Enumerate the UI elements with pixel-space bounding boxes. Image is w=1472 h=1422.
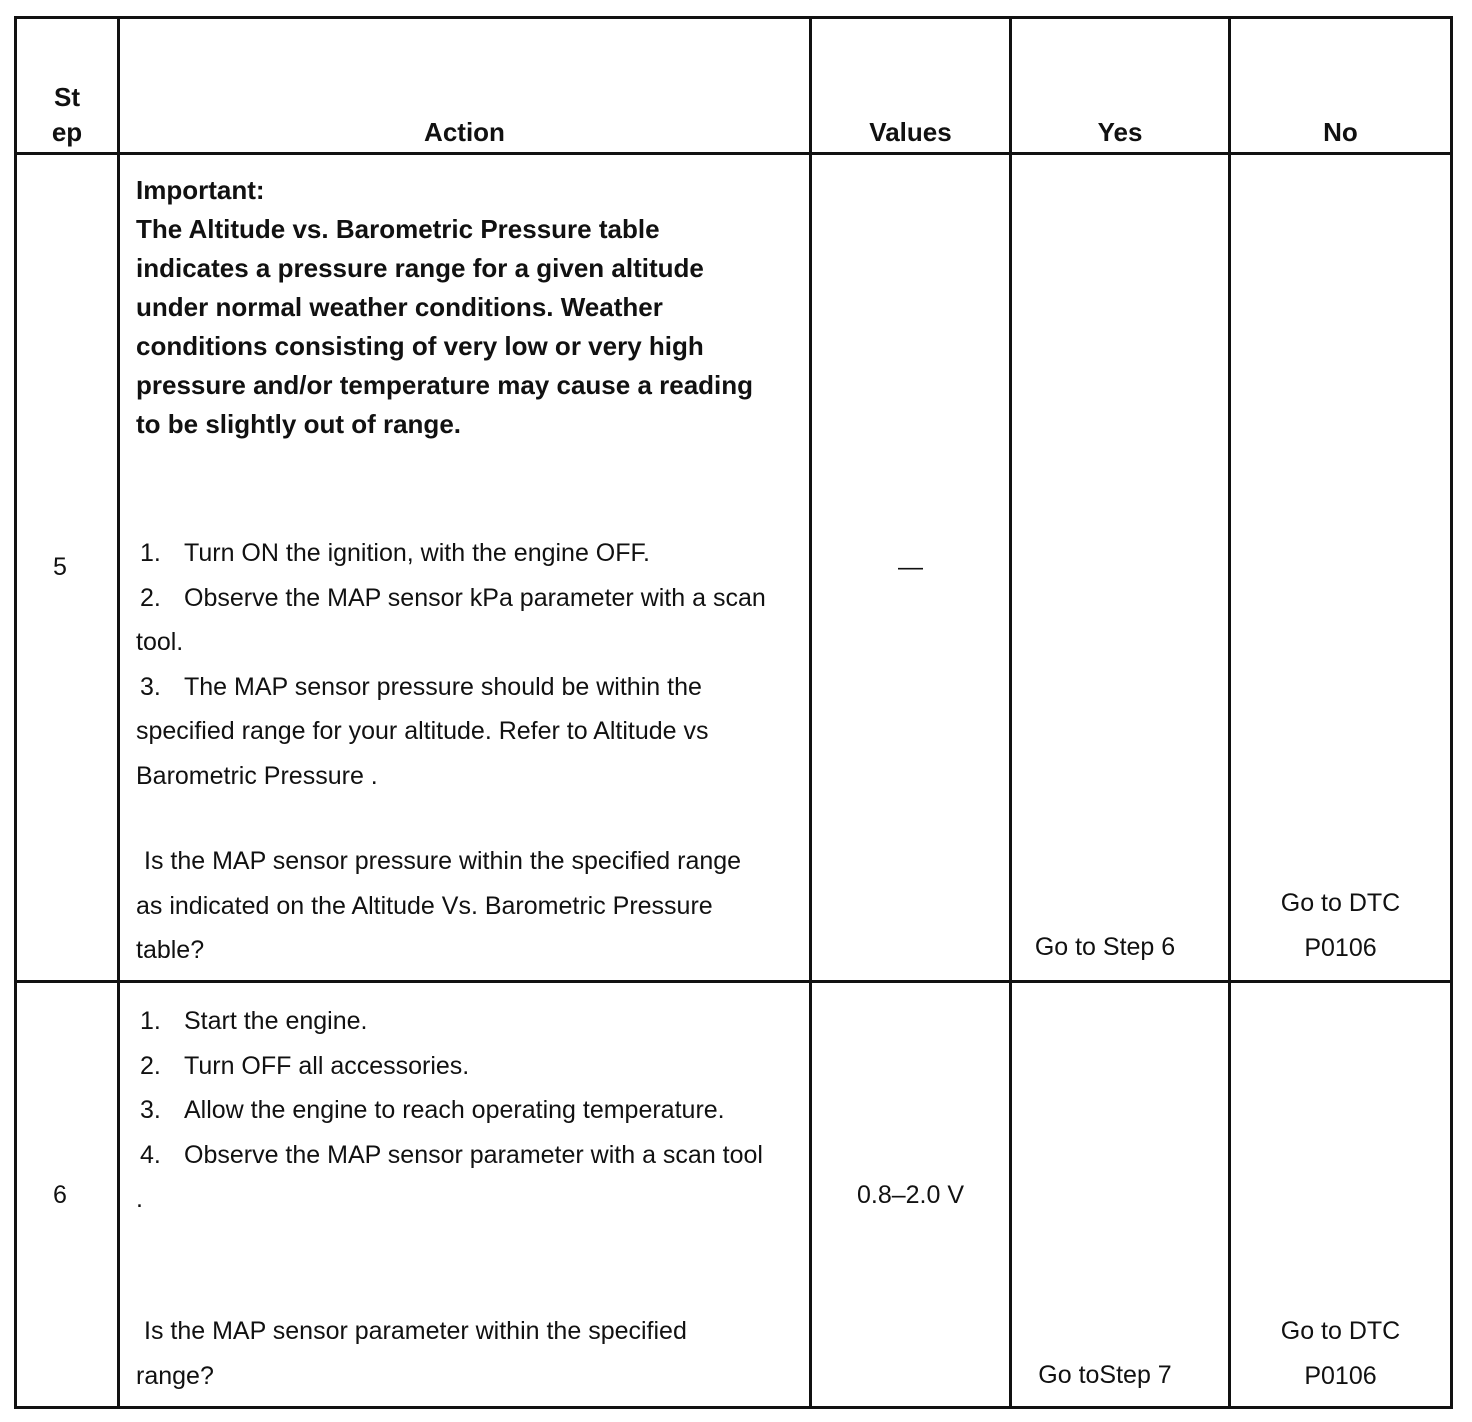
header-action [119,18,811,154]
no-link[interactable] [1231,881,1450,970]
header-step [16,18,119,154]
list-item-text: Turn OFF all accessories. [184,1051,470,1080]
yes-link[interactable]: Go to Step 6 [1034,933,1176,961]
list-item [136,531,769,576]
header-yes [1011,18,1230,154]
list-item-text: Start the engine. [184,1007,368,1035]
header-step-line2: ep [51,117,83,147]
no-cell [1230,154,1452,982]
header-values [811,18,1011,154]
values-text: — [898,553,923,581]
list-item [136,1133,769,1222]
step-number: 6 [53,1181,67,1209]
values-text: 0.8–2.0 V [856,1181,965,1209]
step-number: 5 [53,553,67,581]
procedure-steps [136,531,769,798]
list-item-number: 4. [140,1140,161,1169]
list-item-text: Allow the engine to reach operating temperature. [184,1096,725,1124]
header-no [1230,18,1452,154]
header-row [16,18,1452,154]
list-item-text: The MAP sensor pressure should be within the specified range for your altitude. Refer to Altitude vs Barometric Pressure . [136,672,709,790]
list-item-number: 3. [140,1096,161,1124]
list-item [136,576,769,665]
header-action-label: Action [424,117,505,147]
diagnostic-table [14,16,1453,1409]
list-item-number: 2. [140,583,161,612]
yes-link[interactable]: Go toStep 7 [1038,1361,1172,1389]
header-no-label: No [1323,117,1358,147]
list-item [136,665,769,799]
important-title: Important: [136,175,265,205]
list-item-number: 1. [140,539,161,567]
table-row [16,982,1452,1408]
list-item [136,1044,769,1089]
list-item-number: 3. [140,672,161,701]
step-cell [16,154,119,982]
header-yes-label: Yes [1097,117,1143,147]
important-note [136,171,769,444]
action-cell [119,154,811,982]
list-item-text: Observe the MAP sensor parameter with a scan tool . [136,1140,763,1213]
step-question [136,1309,769,1398]
procedure-steps [136,999,769,1222]
no-link-line1: Go to DTC [1280,1317,1401,1345]
question-text: Is the MAP sensor parameter within the specified range? [136,1317,687,1390]
list-item-text: Observe the MAP sensor kPa parameter with a scan tool. [136,583,766,656]
action-cell [119,982,811,1408]
no-cell [1230,982,1452,1408]
header-step-line1: St [54,82,80,112]
question-text: Is the MAP sensor pressure within the specified range as indicated on the Altitude Vs. Barometric Pressure table? [136,847,742,964]
no-link[interactable] [1231,1309,1450,1398]
values-cell [811,982,1011,1408]
no-link-line1: Go to DTC [1280,889,1401,917]
important-text: The Altitude vs. Barometric Pressure table indicates a pressure range for a given altitude under normal weather conditions. Weather conditions consisting of very low or very high pressure and/or temperature may cause a reading to be slightly out of range. [136,214,754,439]
header-values-label: Values [869,117,952,147]
no-link-line2: P0106 [1304,1361,1377,1390]
yes-cell [1011,154,1230,982]
list-item-number: 1. [140,1007,161,1035]
no-link-line2: P0106 [1304,933,1377,962]
step-question [136,839,769,973]
values-cell [811,154,1011,982]
list-item-text: Turn ON the ignition, with the engine OFF. [184,539,650,567]
step-cell [16,982,119,1408]
list-item-number: 2. [140,1051,161,1080]
table-row [16,154,1452,982]
list-item [136,999,769,1044]
list-item [136,1088,769,1133]
yes-cell [1011,982,1230,1408]
